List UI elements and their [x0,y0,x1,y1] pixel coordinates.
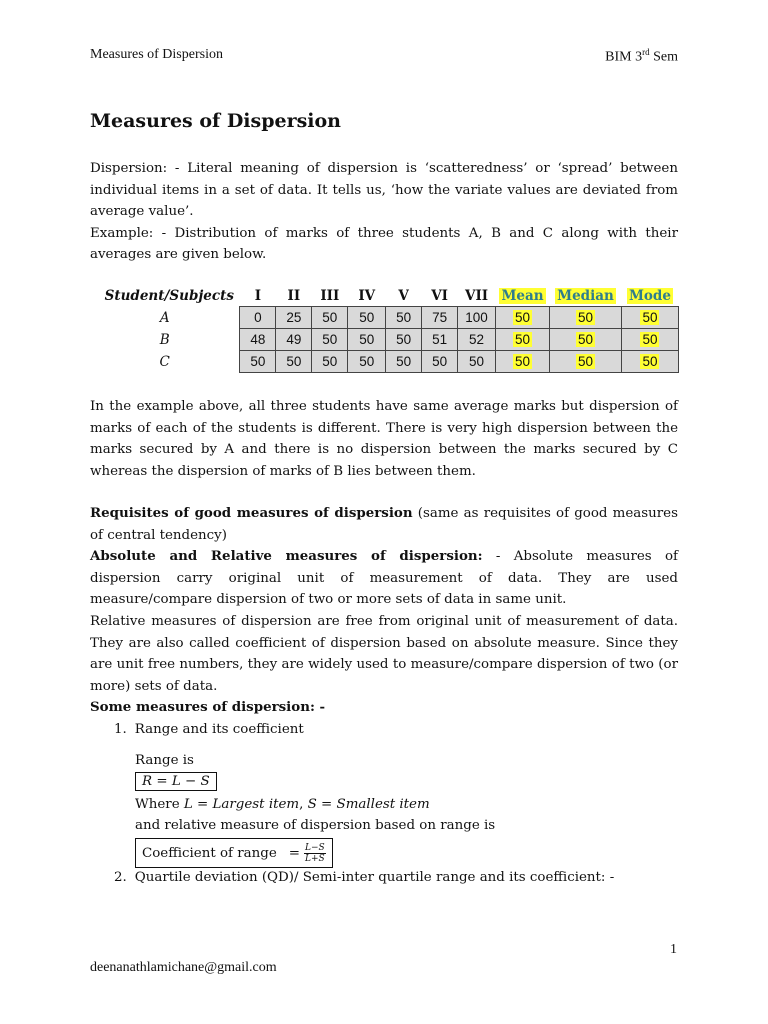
table-cell: 50 [621,307,678,329]
table-row [90,351,679,373]
table-cell: 50 [550,307,622,329]
table-row [90,329,679,351]
column-header: Mean [501,287,544,304]
example-explanation: In the example above, all three students have same average marks but dispersion of marks of each of the students is different. There is very high dispersion between the marks secured by A and there is no dispersion between the marks secured by C whereas the dispersion of marks of B lies between them. [90,399,678,479]
requisites-heading: Requisites of good measures of dispersion [90,505,413,521]
table-cell: 50 [496,307,550,329]
list-item: 1. Range and its coefficient [114,722,304,737]
column-header: III [320,287,340,304]
table-cell: 50 [312,351,348,373]
table-cell: 50 [240,351,276,373]
table-header-row [90,285,679,307]
table-cell: 50 [348,351,386,373]
column-header: Student/Subjects [104,287,234,304]
table-cell: 50 [458,351,496,373]
table-cell: 100 [458,307,496,329]
table-cell: 52 [458,329,496,351]
column-header: VII [465,287,489,304]
marks-table [90,285,679,373]
student-name: A [159,309,170,326]
table-cell: 50 [550,329,622,351]
table-cell: 50 [348,329,386,351]
table-cell: 51 [422,329,458,351]
table-cell: 50 [550,351,622,373]
column-header: Mode [628,287,671,304]
table-cell: 50 [621,351,678,373]
relative-measure-text: and relative measure of dispersion based on range is [135,818,496,833]
table-cell: 50 [312,329,348,351]
column-header: Median [557,287,614,304]
dispersion-definition: Dispersion: - Literal meaning of dispersion is ‘scatteredness’ or ‘spread’ between individual items in a set of data. It tells us, ‘how the variate values are deviated from average value’. Example: - Distribution of marks of three students A, B and C along with their averages are given below. [90,161,678,263]
page-number: 1 [670,942,677,957]
student-name: B [159,331,170,348]
column-header: II [287,287,301,304]
some-measures-heading: Some measures of dispersion: - [90,699,326,716]
table-cell: 25 [276,307,312,329]
range-definition: Where L = Largest item, S = Smallest item [135,797,430,812]
column-header: IV [358,287,376,304]
table-cell: 50 [422,351,458,373]
table-cell: 50 [386,351,422,373]
table-cell: 50 [621,329,678,351]
page-title: Measures of Dispersion [90,110,341,132]
table-cell: 75 [422,307,458,329]
running-header-right: BIM 3rd Sem [605,47,678,65]
student-name: C [159,353,170,370]
absolute-relative-heading: Absolute and Relative measures of dispersion: [90,548,483,565]
table-cell: 50 [312,307,348,329]
range-is-label: Range is [135,753,194,768]
running-header-left: Measures of Dispersion [90,47,223,62]
column-header: VI [431,287,448,304]
table-cell: 50 [496,351,550,373]
footer-email: deenanathlamichane@gmail.com [90,960,277,975]
list-item: 2. Quartile deviation (QD)/ Semi-inter quartile range and its coefficient: - [114,870,615,885]
table-cell: 50 [276,351,312,373]
table-cell: 48 [240,329,276,351]
range-formula: R = L − S [135,772,217,791]
table-cell: 50 [348,307,386,329]
table-cell: 50 [496,329,550,351]
measures-section: Requisites of good measures of dispersion (same as requisites of good measures of central tendency) Absolute and Relative measures of dispersion: - Absolute measures of dispersion carry original unit of measurement of data. They are used measure/compare dispersion of two or more sets of data in same unit. Relative measures of dispersion are free from original unit of measurement of data. They are also called coefficient of dispersion based on absolute measure. Since they are unit free numbers, they are widely used to measure/compare dispersion of two (or more) sets of data. Some measures of dispersion: - [90,505,678,716]
table-cell: 0 [240,307,276,329]
table-row [90,307,679,329]
column-header: I [254,287,262,304]
coefficient-of-range-formula: Coefficient of range = $\frac{L-S}{L+S}$ [135,838,333,868]
column-header: V [398,287,409,304]
table-cell: 50 [386,329,422,351]
table-cell: 49 [276,329,312,351]
table-cell: 50 [386,307,422,329]
